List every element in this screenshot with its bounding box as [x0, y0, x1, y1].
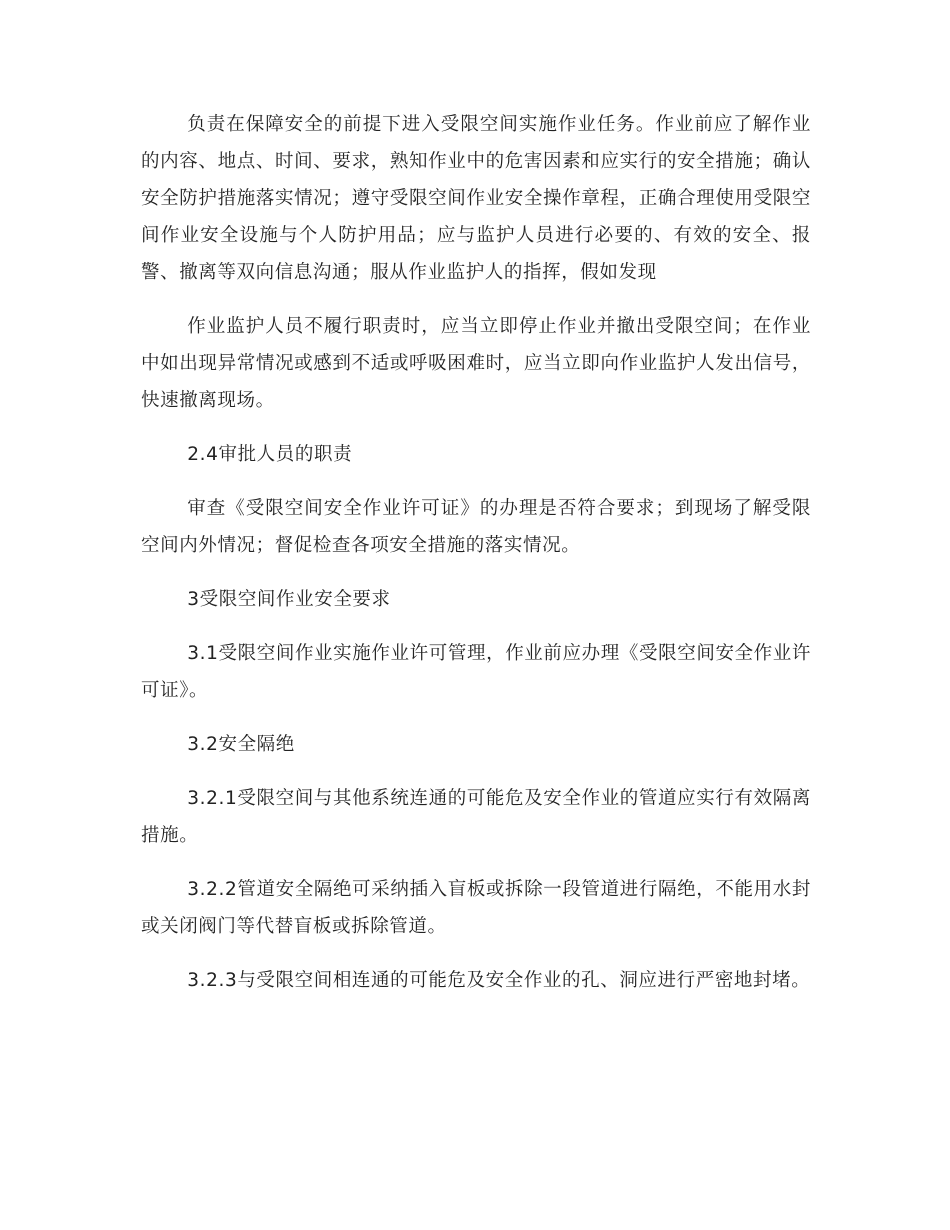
paragraph-3-2-1: 3.2.1受限空间与其他系统连通的可能危及安全作业的管道应实行有效隔离措施。 [141, 788, 811, 846]
paragraph-3-1: 3.1受限空间作业实施作业许可管理，作业前应办理《受限空间安全作业许可证》。 [141, 643, 811, 701]
paragraph-worker-duties-cont: 作业监护人员不履行职责时，应当立即停止作业并撤出受限空间；在作业中如出现异常情况或感到不适或呼吸困难时，应当立即向作业监护人发出信号，快速撤离现场。 [141, 316, 811, 411]
heading-3-2: 3.2安全隔绝 [187, 734, 295, 755]
heading-2-4: 2.4审批人员的职责 [187, 444, 353, 465]
paragraph-3-2-3: 3.2.3与受限空间相连通的可能危及安全作业的孔、洞应进行严密地封堵。 [187, 970, 811, 991]
heading-3: 3受限空间作业安全要求 [187, 589, 391, 610]
paragraph-approver-duties: 审查《受限空间安全作业许可证》的办理是否符合要求；到现场了解受限空间内外情况；督促检查各项安全措施的落实情况。 [141, 498, 811, 556]
paragraph-worker-duties: 负责在保障安全的前提下进入受限空间实施作业任务。作业前应了解作业的内容、地点、时间、要求，熟知作业中的危害因素和应实行的安全措施；确认安全防护措施落实情况；遵守受限空间作业安全操作章程，正确合理使用受限空间作业安全设施与个人防护用品；应与监护人员进行必要的、有效的安全、报警、撤离等双向信息沟通；服从作业监护人的指挥，假如发现 [141, 114, 811, 283]
document-body [141, 106, 811, 1016]
paragraph-3-2-2: 3.2.2管道安全隔绝可采纳插入盲板或拆除一段管道进行隔绝，不能用水封或关闭阀门等代替盲板或拆除管道。 [141, 879, 811, 937]
